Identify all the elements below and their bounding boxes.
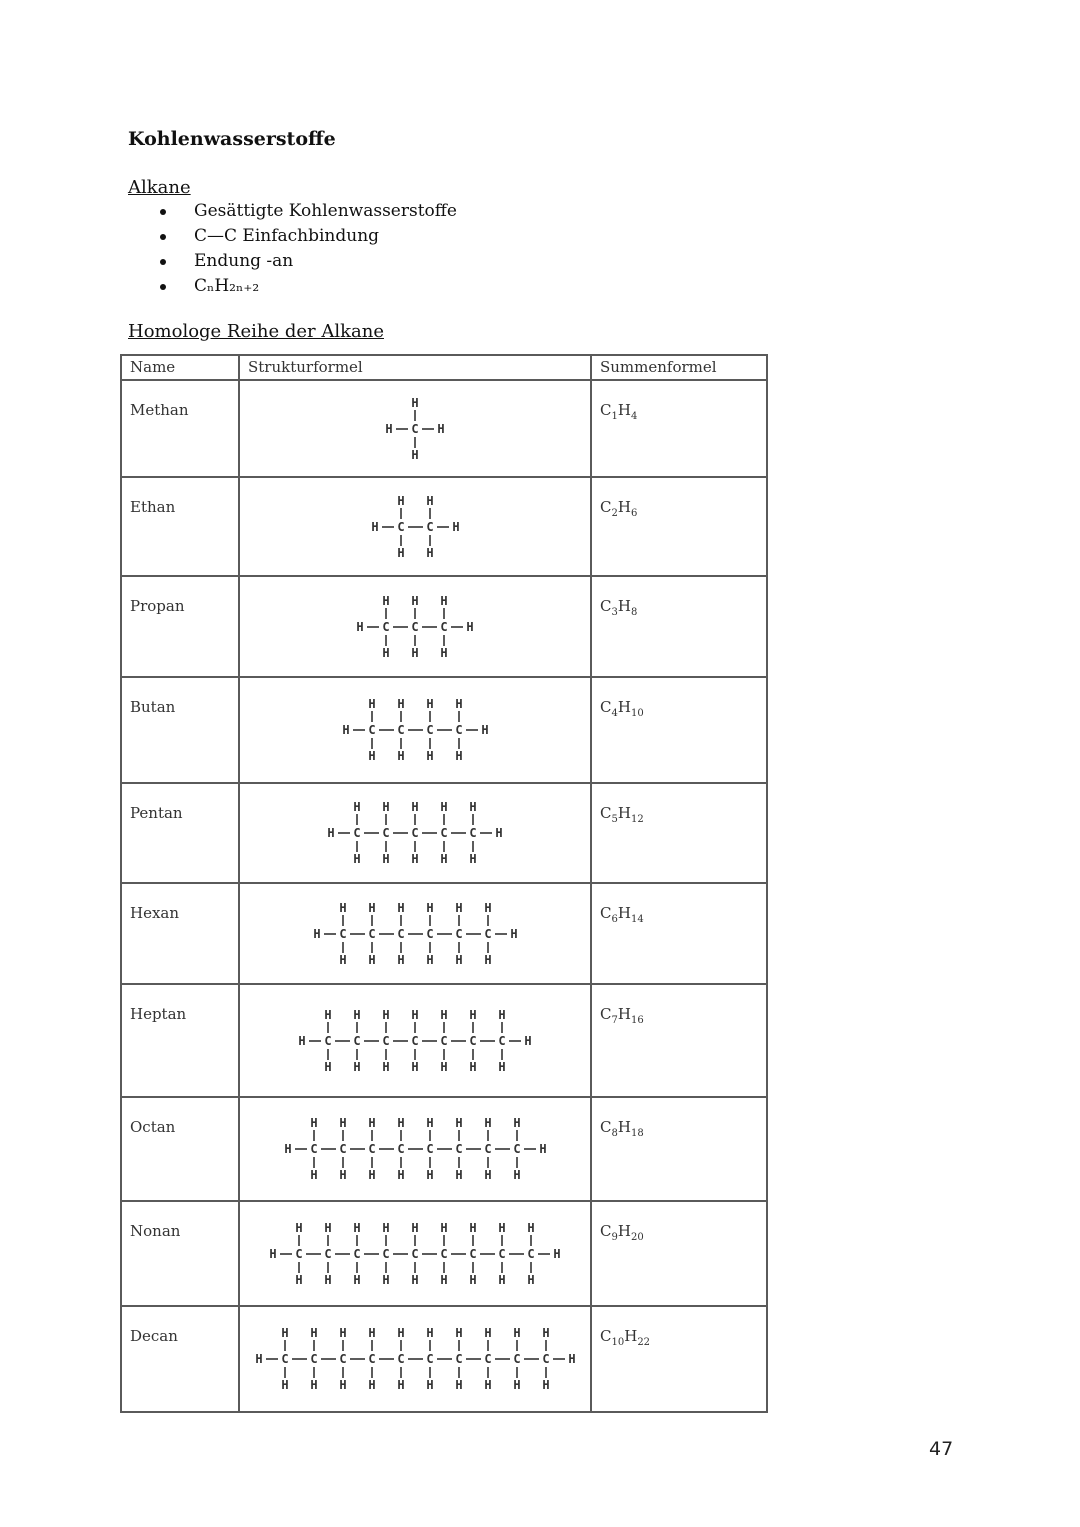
structure-diagram bbox=[278, 1112, 553, 1186]
hydrogen-atom: H bbox=[396, 545, 405, 560]
table-row bbox=[121, 576, 767, 677]
carbon-atom: C bbox=[324, 1033, 332, 1048]
carbon-atom: C bbox=[483, 1142, 492, 1156]
carbon-atom: C bbox=[469, 826, 477, 840]
carbon-atom: C bbox=[498, 1033, 506, 1048]
molecular-formula: $C_3H_8$ bbox=[591, 576, 767, 677]
table-header-row bbox=[121, 355, 767, 380]
alkane-name: Methan bbox=[121, 380, 239, 477]
carbon-atom: C bbox=[396, 1142, 405, 1156]
hydrogen-atom: H bbox=[309, 1326, 318, 1340]
carbon-count: 1 bbox=[611, 411, 618, 422]
hydrogen-atom: H bbox=[527, 1220, 535, 1235]
carbon-atom: C bbox=[309, 1352, 318, 1366]
hydrogen-atom: H bbox=[451, 519, 460, 534]
hydrogen-atom: H bbox=[254, 1352, 263, 1366]
hydrogen-atom: H bbox=[338, 1116, 347, 1130]
hydrogen-atom: H bbox=[541, 1378, 550, 1392]
carbon-atom: C bbox=[512, 1352, 521, 1366]
column-header-formula: Summenformel bbox=[591, 355, 767, 380]
structure-diagram bbox=[379, 392, 451, 466]
hydrogen-atom: H bbox=[269, 1246, 277, 1261]
alkane-name: Ethan bbox=[121, 477, 239, 576]
hydrogen-atom: H bbox=[382, 800, 390, 814]
structural-formula bbox=[239, 1097, 591, 1201]
molecular-formula: $C_5H_{12}$ bbox=[591, 783, 767, 883]
list-item bbox=[158, 249, 457, 274]
hydrogen-atom: H bbox=[385, 421, 393, 436]
hydrogen-atom: H bbox=[454, 1326, 463, 1340]
hydrogen-atom: H bbox=[295, 1272, 303, 1287]
hydrogen-atom: H bbox=[338, 1378, 347, 1392]
carbon-count: 8 bbox=[611, 1128, 618, 1139]
hydrogen-atom: H bbox=[309, 1116, 318, 1130]
hydrogen-atom: H bbox=[396, 1168, 405, 1182]
hydrogen-atom: H bbox=[309, 1168, 318, 1182]
table-row bbox=[121, 1097, 767, 1201]
carbon-atom: C bbox=[469, 1033, 477, 1048]
hydrogen-count: 22 bbox=[637, 1337, 651, 1348]
hydrogen-atom: H bbox=[440, 1220, 448, 1235]
hydrogen-count: 14 bbox=[630, 914, 644, 925]
alkane-table bbox=[120, 354, 768, 1413]
hydrogen-atom: H bbox=[411, 395, 419, 410]
carbon-atom: C bbox=[454, 1352, 463, 1366]
table-row bbox=[121, 380, 767, 477]
structure-diagram bbox=[249, 1322, 582, 1396]
hydrogen-atom: H bbox=[469, 852, 477, 866]
hydrogen-atom: H bbox=[425, 900, 434, 915]
hydrogen-atom: H bbox=[454, 1168, 463, 1182]
carbon-atom: C bbox=[382, 1033, 390, 1048]
hydrogen-atom: H bbox=[509, 926, 518, 941]
hydrogen-atom: H bbox=[370, 519, 379, 534]
hydrogen-atom: H bbox=[567, 1352, 576, 1366]
alkane-name: Butan bbox=[121, 677, 239, 783]
structure-diagram bbox=[336, 693, 495, 767]
structural-formula bbox=[239, 477, 591, 576]
carbon-atom: C bbox=[425, 723, 434, 737]
carbon-atom: C bbox=[353, 1033, 361, 1048]
list-item-text: Endung -an bbox=[194, 251, 294, 271]
carbon-atom: C bbox=[440, 1246, 448, 1261]
hydrogen-atom: H bbox=[411, 1007, 419, 1022]
carbon-atom: C bbox=[440, 619, 448, 634]
structural-formula bbox=[239, 883, 591, 984]
table-row bbox=[121, 1201, 767, 1306]
hydrogen-atom: H bbox=[327, 826, 335, 840]
molecular-formula: $C_4H_{10}$ bbox=[591, 677, 767, 783]
carbon-count: 5 bbox=[611, 814, 618, 825]
hydrogen-atom: H bbox=[396, 749, 405, 763]
hydrogen-atom: H bbox=[483, 1168, 492, 1182]
carbon-atom: C bbox=[324, 1246, 332, 1261]
hydrogen-atom: H bbox=[498, 1007, 506, 1022]
carbon-atom: C bbox=[396, 926, 405, 941]
carbon-atom: C bbox=[295, 1246, 303, 1261]
carbon-atom: C bbox=[454, 926, 463, 941]
hydrogen-count: 6 bbox=[630, 508, 638, 519]
alkane-name: Nonan bbox=[121, 1201, 239, 1306]
hydrogen-atom: H bbox=[382, 593, 390, 608]
hydrogen-atom: H bbox=[367, 1326, 376, 1340]
structure-diagram bbox=[292, 1004, 538, 1078]
carbon-atom: C bbox=[483, 1352, 492, 1366]
hydrogen-atom: H bbox=[367, 952, 376, 967]
carbon-atom: C bbox=[338, 1352, 347, 1366]
carbon-atom: C bbox=[411, 421, 419, 436]
hydrogen-atom: H bbox=[283, 1142, 292, 1156]
hydrogen-atom: H bbox=[324, 1059, 332, 1074]
carbon-atom: C bbox=[411, 1033, 419, 1048]
carbon-atom: C bbox=[425, 926, 434, 941]
hydrogen-atom: H bbox=[396, 952, 405, 967]
hydrogen-atom: H bbox=[512, 1378, 521, 1392]
hydrogen-atom: H bbox=[425, 545, 434, 560]
page-title: Kohlenwasserstoffe bbox=[128, 128, 336, 150]
hydrogen-atom: H bbox=[440, 800, 448, 814]
hydrogen-atom: H bbox=[512, 1326, 521, 1340]
structure-diagram bbox=[263, 1217, 567, 1291]
hydrogen-atom: H bbox=[498, 1059, 506, 1074]
hydrogen-atom: H bbox=[512, 1168, 521, 1182]
alkane-table-body bbox=[121, 380, 767, 1412]
alkane-name: Heptan bbox=[121, 984, 239, 1097]
carbon-count: 6 bbox=[611, 914, 618, 925]
molecular-formula: $C_1H_4$ bbox=[591, 380, 767, 477]
alkane-name: Octan bbox=[121, 1097, 239, 1201]
hydrogen-atom: H bbox=[324, 1272, 332, 1287]
alkane-heading: Alkane bbox=[128, 177, 191, 198]
carbon-count: 3 bbox=[611, 607, 618, 618]
structure-diagram bbox=[350, 590, 480, 664]
carbon-atom: C bbox=[382, 826, 390, 840]
hydrogen-atom: H bbox=[382, 1220, 390, 1235]
carbon-count: 9 bbox=[611, 1232, 618, 1243]
structural-formula bbox=[239, 677, 591, 783]
carbon-atom: C bbox=[353, 826, 361, 840]
hydrogen-atom: H bbox=[367, 1378, 376, 1392]
hydrogen-atom: H bbox=[524, 1033, 532, 1048]
bullet-icon bbox=[160, 284, 166, 290]
hydrogen-atom: H bbox=[396, 1116, 405, 1130]
hydrogen-atom: H bbox=[411, 1059, 419, 1074]
hydrogen-atom: H bbox=[411, 645, 419, 660]
hydrogen-count: 4 bbox=[630, 411, 638, 422]
hydrogen-atom: H bbox=[483, 952, 492, 967]
hydrogen-atom: H bbox=[440, 1059, 448, 1074]
carbon-atom: C bbox=[512, 1142, 521, 1156]
hydrogen-atom: H bbox=[483, 900, 492, 915]
structural-formula bbox=[239, 1201, 591, 1306]
structure-diagram bbox=[321, 796, 509, 870]
hydrogen-atom: H bbox=[454, 749, 463, 763]
table-row bbox=[121, 477, 767, 576]
hydrogen-atom: H bbox=[483, 1378, 492, 1392]
hydrogen-atom: H bbox=[324, 1220, 332, 1235]
carbon-atom: C bbox=[425, 519, 434, 534]
hydrogen-atom: H bbox=[382, 645, 390, 660]
structural-formula bbox=[239, 783, 591, 883]
hydrogen-atom: H bbox=[425, 493, 434, 508]
hydrogen-atom: H bbox=[469, 1272, 477, 1287]
molecular-formula: $C_7H_{16}$ bbox=[591, 984, 767, 1097]
table-row bbox=[121, 1306, 767, 1412]
molecular-formula: $C_{10}H_{22}$ bbox=[591, 1306, 767, 1412]
page-number: 47 bbox=[929, 1438, 954, 1460]
hydrogen-count: 20 bbox=[630, 1232, 644, 1243]
homologous-series-heading: Homologe Reihe der Alkane bbox=[128, 321, 384, 342]
hydrogen-atom: H bbox=[341, 723, 350, 737]
hydrogen-atom: H bbox=[425, 749, 434, 763]
hydrogen-atom: H bbox=[411, 447, 419, 462]
hydrogen-atom: H bbox=[382, 852, 390, 866]
column-header-name: Name bbox=[121, 355, 239, 380]
hydrogen-atom: H bbox=[454, 1116, 463, 1130]
hydrogen-atom: H bbox=[353, 800, 361, 814]
molecular-formula: $C_8H_{18}$ bbox=[591, 1097, 767, 1201]
molecular-formula: $C_9H_{20}$ bbox=[591, 1201, 767, 1306]
hydrogen-atom: H bbox=[396, 900, 405, 915]
hydrogen-atom: H bbox=[538, 1142, 547, 1156]
structural-formula bbox=[239, 1306, 591, 1412]
hydrogen-atom: H bbox=[466, 619, 474, 634]
carbon-atom: C bbox=[353, 1246, 361, 1261]
hydrogen-atom: H bbox=[527, 1272, 535, 1287]
general-formula: CₙH₂ₙ₊₂ bbox=[194, 276, 260, 296]
hydrogen-atom: H bbox=[367, 1168, 376, 1182]
hydrogen-atom: H bbox=[338, 1326, 347, 1340]
carbon-atom: C bbox=[396, 519, 405, 534]
hydrogen-atom: H bbox=[298, 1033, 306, 1048]
carbon-count: 10 bbox=[611, 1337, 625, 1348]
hydrogen-atom: H bbox=[469, 1007, 477, 1022]
hydrogen-atom: H bbox=[495, 826, 503, 840]
carbon-atom: C bbox=[411, 1246, 419, 1261]
hydrogen-atom: H bbox=[312, 926, 321, 941]
hydrogen-atom: H bbox=[295, 1220, 303, 1235]
hydrogen-atom: H bbox=[440, 1007, 448, 1022]
hydrogen-atom: H bbox=[553, 1246, 561, 1261]
structural-formula bbox=[239, 984, 591, 1097]
carbon-atom: C bbox=[367, 926, 376, 941]
hydrogen-atom: H bbox=[483, 1326, 492, 1340]
hydrogen-atom: H bbox=[338, 952, 347, 967]
hydrogen-atom: H bbox=[454, 952, 463, 967]
hydrogen-atom: H bbox=[411, 1220, 419, 1235]
carbon-count: 7 bbox=[611, 1015, 618, 1026]
hydrogen-atom: H bbox=[367, 1116, 376, 1130]
hydrogen-atom: H bbox=[338, 900, 347, 915]
carbon-atom: C bbox=[382, 619, 390, 634]
carbon-atom: C bbox=[338, 926, 347, 941]
carbon-atom: C bbox=[411, 619, 419, 634]
carbon-atom: C bbox=[498, 1246, 506, 1261]
carbon-atom: C bbox=[541, 1352, 550, 1366]
carbon-atom: C bbox=[411, 826, 419, 840]
table-row bbox=[121, 783, 767, 883]
hydrogen-atom: H bbox=[440, 645, 448, 660]
hydrogen-atom: H bbox=[396, 1378, 405, 1392]
carbon-atom: C bbox=[338, 1142, 347, 1156]
hydrogen-atom: H bbox=[353, 1272, 361, 1287]
alkane-name: Hexan bbox=[121, 883, 239, 984]
hydrogen-atom: H bbox=[309, 1378, 318, 1392]
hydrogen-atom: H bbox=[454, 697, 463, 711]
hydrogen-atom: H bbox=[483, 1116, 492, 1130]
hydrogen-atom: H bbox=[437, 421, 445, 436]
hydrogen-atom: H bbox=[498, 1272, 506, 1287]
hydrogen-atom: H bbox=[382, 1007, 390, 1022]
hydrogen-atom: H bbox=[469, 1220, 477, 1235]
carbon-atom: C bbox=[440, 1033, 448, 1048]
carbon-count: 4 bbox=[611, 708, 618, 719]
carbon-atom: C bbox=[440, 826, 448, 840]
list-item-text: C—C Einfachbindung bbox=[194, 226, 380, 246]
hydrogen-atom: H bbox=[396, 493, 405, 508]
list-item-text: Gesättigte Kohlenwasserstoffe bbox=[194, 201, 457, 221]
carbon-atom: C bbox=[367, 1352, 376, 1366]
hydrogen-atom: H bbox=[353, 852, 361, 866]
hydrogen-atom: H bbox=[480, 723, 489, 737]
carbon-atom: C bbox=[280, 1352, 289, 1366]
carbon-atom: C bbox=[469, 1246, 477, 1261]
hydrogen-atom: H bbox=[425, 1116, 434, 1130]
hydrogen-count: 18 bbox=[630, 1128, 644, 1139]
alkane-name: Propan bbox=[121, 576, 239, 677]
hydrogen-atom: H bbox=[541, 1326, 550, 1340]
hydrogen-atom: H bbox=[512, 1116, 521, 1130]
alkane-properties-list bbox=[158, 199, 457, 299]
hydrogen-count: 8 bbox=[630, 607, 638, 618]
hydrogen-atom: H bbox=[440, 1272, 448, 1287]
hydrogen-atom: H bbox=[367, 900, 376, 915]
structure-diagram bbox=[365, 490, 466, 564]
carbon-atom: C bbox=[483, 926, 492, 941]
hydrogen-atom: H bbox=[367, 697, 376, 711]
hydrogen-atom: H bbox=[356, 619, 364, 634]
carbon-atom: C bbox=[309, 1142, 318, 1156]
bullet-icon bbox=[160, 259, 166, 265]
alkane-name: Decan bbox=[121, 1306, 239, 1412]
hydrogen-atom: H bbox=[425, 1168, 434, 1182]
carbon-atom: C bbox=[367, 723, 376, 737]
hydrogen-atom: H bbox=[411, 593, 419, 608]
hydrogen-atom: H bbox=[396, 1326, 405, 1340]
hydrogen-atom: H bbox=[411, 800, 419, 814]
hydrogen-atom: H bbox=[440, 593, 448, 608]
table-row bbox=[121, 677, 767, 783]
hydrogen-atom: H bbox=[425, 697, 434, 711]
hydrogen-atom: H bbox=[338, 1168, 347, 1182]
hydrogen-atom: H bbox=[367, 749, 376, 763]
hydrogen-atom: H bbox=[396, 697, 405, 711]
hydrogen-atom: H bbox=[280, 1378, 289, 1392]
carbon-atom: C bbox=[425, 1142, 434, 1156]
list-item bbox=[158, 224, 457, 249]
hydrogen-count: 12 bbox=[630, 814, 644, 825]
table-row bbox=[121, 883, 767, 984]
structure-diagram bbox=[307, 897, 524, 971]
hydrogen-atom: H bbox=[498, 1220, 506, 1235]
hydrogen-count: 10 bbox=[630, 708, 644, 719]
hydrogen-atom: H bbox=[469, 800, 477, 814]
hydrogen-atom: H bbox=[411, 1272, 419, 1287]
hydrogen-atom: H bbox=[382, 1272, 390, 1287]
carbon-count: 2 bbox=[611, 508, 618, 519]
hydrogen-atom: H bbox=[353, 1059, 361, 1074]
carbon-atom: C bbox=[396, 1352, 405, 1366]
carbon-atom: C bbox=[382, 1246, 390, 1261]
hydrogen-atom: H bbox=[411, 852, 419, 866]
carbon-atom: C bbox=[396, 723, 405, 737]
hydrogen-atom: H bbox=[454, 1378, 463, 1392]
structural-formula bbox=[239, 380, 591, 477]
hydrogen-atom: H bbox=[382, 1059, 390, 1074]
hydrogen-atom: H bbox=[353, 1220, 361, 1235]
hydrogen-atom: H bbox=[425, 952, 434, 967]
carbon-atom: C bbox=[454, 1142, 463, 1156]
carbon-atom: C bbox=[527, 1246, 535, 1261]
hydrogen-count: 16 bbox=[630, 1015, 644, 1026]
list-item bbox=[158, 274, 457, 299]
hydrogen-atom: H bbox=[353, 1007, 361, 1022]
bullet-icon bbox=[160, 209, 166, 215]
column-header-structure: Strukturformel bbox=[239, 355, 591, 380]
table-row bbox=[121, 984, 767, 1097]
bullet-icon bbox=[160, 234, 166, 240]
hydrogen-atom: H bbox=[324, 1007, 332, 1022]
hydrogen-atom: H bbox=[440, 852, 448, 866]
hydrogen-atom: H bbox=[280, 1326, 289, 1340]
structural-formula bbox=[239, 576, 591, 677]
molecular-formula: $C_6H_{14}$ bbox=[591, 883, 767, 984]
carbon-atom: C bbox=[454, 723, 463, 737]
hydrogen-atom: H bbox=[425, 1326, 434, 1340]
molecular-formula: $C_2H_6$ bbox=[591, 477, 767, 576]
list-item bbox=[158, 199, 457, 224]
alkane-name: Pentan bbox=[121, 783, 239, 883]
hydrogen-atom: H bbox=[454, 900, 463, 915]
carbon-atom: C bbox=[425, 1352, 434, 1366]
hydrogen-atom: H bbox=[469, 1059, 477, 1074]
carbon-atom: C bbox=[367, 1142, 376, 1156]
hydrogen-atom: H bbox=[425, 1378, 434, 1392]
